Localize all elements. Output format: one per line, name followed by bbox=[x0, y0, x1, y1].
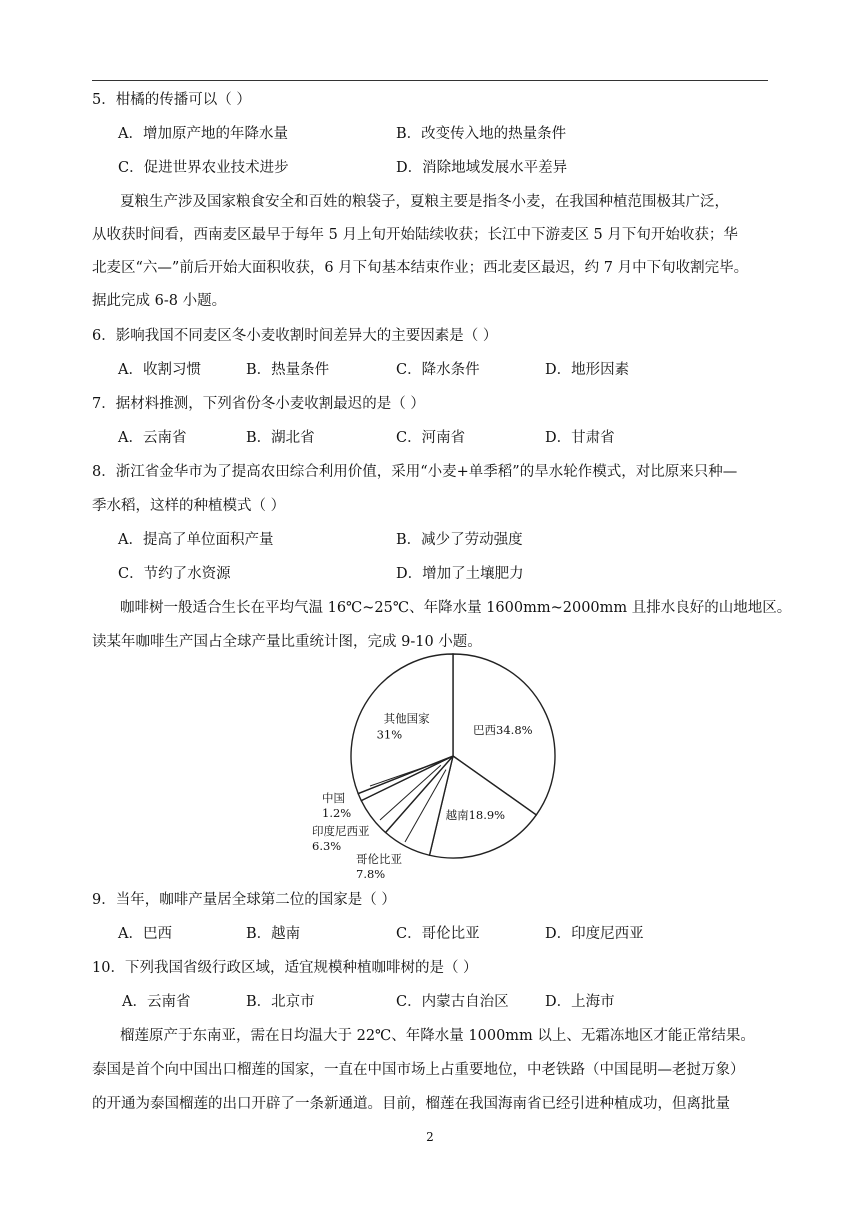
q10-option-a: A．云南省 bbox=[122, 994, 191, 1010]
pie-label-indonesia: 6.3% bbox=[312, 839, 342, 853]
q8-option-c: C．节约了水资源 bbox=[118, 566, 231, 582]
pie-name-china: 中国 bbox=[322, 791, 345, 805]
passage1-line-2: 从收获时间看，西南麦区最早于每年 5 月上旬开始陆续收获；长江中下游麦区 5 月下旬开始收获；华 bbox=[92, 227, 738, 243]
q9-option-a: A．巴西 bbox=[118, 926, 172, 942]
pie-name-indonesia: 印度尼西亚 bbox=[312, 824, 370, 838]
q6-option-b: B．热量条件 bbox=[246, 362, 330, 378]
q10-option-d: D．上海市 bbox=[545, 994, 615, 1010]
q8-option-d: D．增加了土壤肥力 bbox=[396, 566, 524, 582]
q8-option-a: A．提高了单位面积产量 bbox=[118, 532, 274, 548]
q9-option-c: C．哥伦比亚 bbox=[396, 926, 480, 942]
passage1-line-3: 北麦区“六—”前后开始大面积收获，6 月下旬基本结束作业；西北麦区最迟，约 7 月中下旬收割完毕。 bbox=[92, 260, 749, 276]
q5-option-c: C．促进世界农业技术进步 bbox=[118, 160, 289, 176]
pie-name-others: 其他国家 bbox=[383, 711, 430, 726]
q9-option-d: D．印度尼西亚 bbox=[545, 926, 644, 942]
q8-stem-line-2: 季水稻，这样的种植模式（ ） bbox=[92, 498, 286, 514]
q7-option-a: A．云南省 bbox=[118, 430, 187, 446]
q10-stem: 10．下列我国省级行政区域，适宜规模种植咖啡树的是（ ） bbox=[92, 960, 478, 976]
passage1-line-4: 据此完成 6-8 小题。 bbox=[92, 293, 227, 309]
q9-stem: 9．当年，咖啡产量居全球第二位的国家是（ ） bbox=[92, 892, 396, 908]
q5-stem: 5．柑橘的传播可以（ ） bbox=[92, 92, 251, 108]
q9-option-b: B．越南 bbox=[246, 926, 301, 942]
pie-label-china: 1.2% bbox=[322, 806, 352, 820]
passage3-line-1: 榴莲原产于东南亚，需在日均温大于 22℃、年降水量 1000mm 以上、无霜冻地区才能正常结果。 bbox=[120, 1028, 755, 1044]
q7-option-b: B．湖北省 bbox=[246, 430, 315, 446]
q5-option-b: B．改变传入地的热量条件 bbox=[396, 126, 567, 142]
coffee-pie-chart bbox=[290, 652, 620, 882]
q7-stem: 7．据材料推测，下列省份冬小麦收割最迟的是（ ） bbox=[92, 396, 425, 412]
q5-option-d: D．消除地域发展水平差异 bbox=[396, 160, 568, 176]
passage1-line-1: 夏粮生产涉及国家粮食安全和百姓的粮袋子，夏粮主要是指冬小麦，在我国种植范围极其广泛， bbox=[120, 194, 729, 210]
pie-name-colombia: 哥伦比亚 bbox=[356, 852, 402, 866]
passage3-line-3: 的开通为泰国榴莲的出口开辟了一条新通道。目前，榴莲在我国海南省已经引进种植成功，但离批量 bbox=[92, 1096, 730, 1112]
q8-stem-line-1: 8．浙江省金华市为了提高农田综合利用价值，采用“小麦+单季稻”的旱水轮作模式，对比原来只种— bbox=[92, 464, 738, 480]
q7-option-c: C．河南省 bbox=[396, 430, 466, 446]
q5-option-a: A．增加原产地的年降水量 bbox=[118, 126, 288, 142]
pie-label-brazil: 巴西34.8% bbox=[473, 723, 533, 738]
passage2-line-2: 读某年咖啡生产国占全球产量比重统计图，完成 9-10 小题。 bbox=[92, 634, 482, 650]
q6-option-a: A．收割习惯 bbox=[118, 362, 201, 378]
pie-label-others: 31% bbox=[376, 727, 403, 742]
q7-option-d: D．甘肃省 bbox=[545, 430, 615, 446]
q8-option-b: B．减少了劳动强度 bbox=[396, 532, 523, 548]
q6-option-c: C．降水条件 bbox=[396, 362, 480, 378]
passage2-line-1: 咖啡树一般适合生长在平均气温 16℃~25℃、年降水量 1600mm~2000mm 且排水良好的山地地区。 bbox=[120, 600, 792, 616]
q10-option-b: B．北京市 bbox=[246, 994, 315, 1010]
q6-option-d: D．地形因素 bbox=[545, 362, 630, 378]
pie-label-vietnam: 越南18.9% bbox=[445, 808, 506, 823]
pie-label-colombia: 7.8% bbox=[356, 867, 386, 881]
page-number: 2 bbox=[426, 1130, 434, 1144]
passage3-line-2: 泰国是首个向中国出口榴莲的国家，一直在中国市场上占重要地位，中老铁路（中国昆明—老挝万象） bbox=[92, 1062, 745, 1078]
q6-stem: 6．影响我国不同麦区冬小麦收割时间差异大的主要因素是（ ） bbox=[92, 328, 498, 344]
q10-option-c: C．内蒙古自治区 bbox=[396, 994, 509, 1010]
header-rule bbox=[92, 80, 768, 81]
